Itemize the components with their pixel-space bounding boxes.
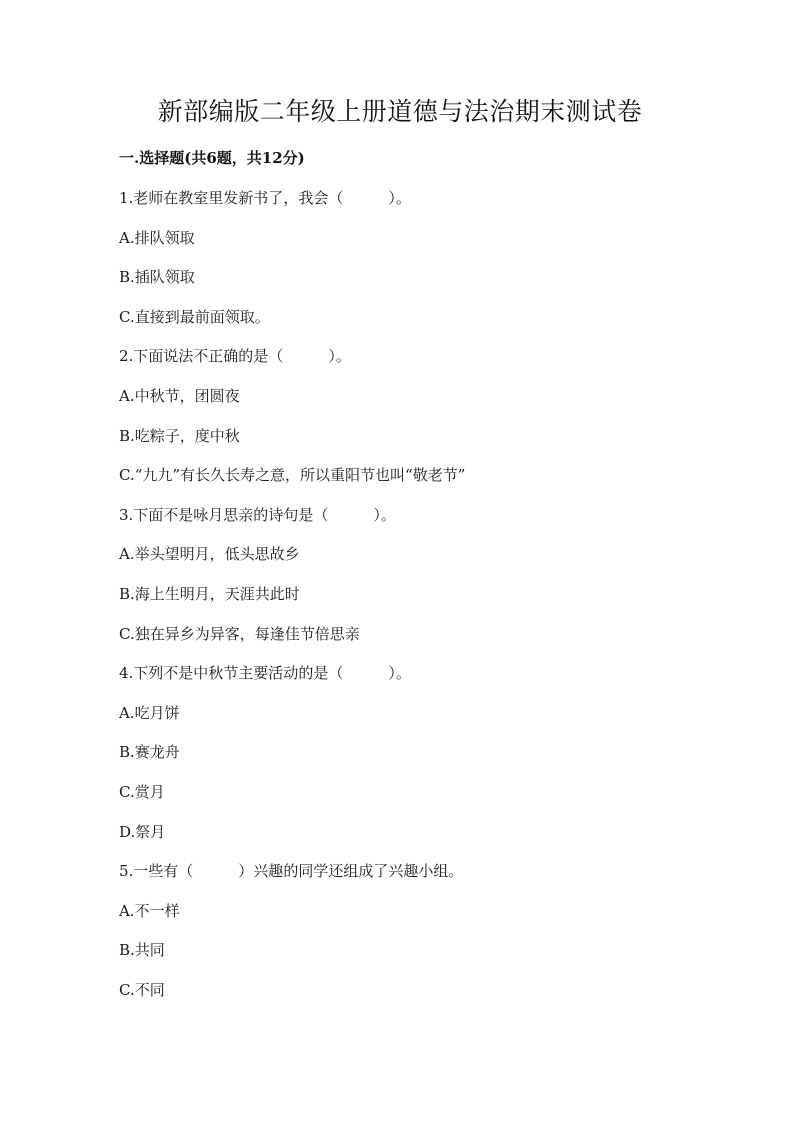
question-3-option-b: B.海上生明月，天涯共此时 <box>119 585 300 603</box>
question-4-option-b: B.赛龙舟 <box>119 743 180 761</box>
question-3-option-a: A.举头望明月，低头思故乡 <box>119 545 300 563</box>
question-2-option-b: B.吃粽子，度中秋 <box>119 427 240 445</box>
question-4-option-c: C.赏月 <box>119 783 165 801</box>
question-3-stem: 3.下面不是咏月思亲的诗句是（ ）。 <box>119 506 396 524</box>
question-1-option-c: C.直接到最前面领取。 <box>119 308 270 326</box>
question-4-option-d: D.祭月 <box>119 823 166 841</box>
question-2-stem: 2.下面说法不正确的是（ ）。 <box>119 347 351 365</box>
page-title: 新部编版二年级上册道德与法治期末测试卷 <box>157 97 643 126</box>
question-2-option-c: C.“九九”有长久长寿之意，所以重阳节也叫“敬老节” <box>119 466 466 484</box>
question-1-option-b: B.插队领取 <box>119 268 195 286</box>
question-5-option-c: C.不同 <box>119 981 165 999</box>
question-2-option-a: A.中秋节，团圆夜 <box>119 387 240 405</box>
section-heading: 一.选择题(共6题，共12分) <box>119 149 305 167</box>
question-5-stem: 5.一些有（ ）兴趣的同学还组成了兴趣小组。 <box>119 862 464 880</box>
question-4-stem: 4.下列不是中秋节主要活动的是（ ）。 <box>119 664 411 682</box>
question-5-option-a: A.不一样 <box>119 902 180 920</box>
question-4-option-a: A.吃月饼 <box>119 704 180 722</box>
question-5-option-b: B.共同 <box>119 941 165 959</box>
question-3-option-c: C.独在异乡为异客，每逢佳节倍思亲 <box>119 625 360 643</box>
question-1-option-a: A.排队领取 <box>119 229 195 247</box>
question-1-stem: 1.老师在教室里发新书了，我会（ ）。 <box>119 189 411 207</box>
